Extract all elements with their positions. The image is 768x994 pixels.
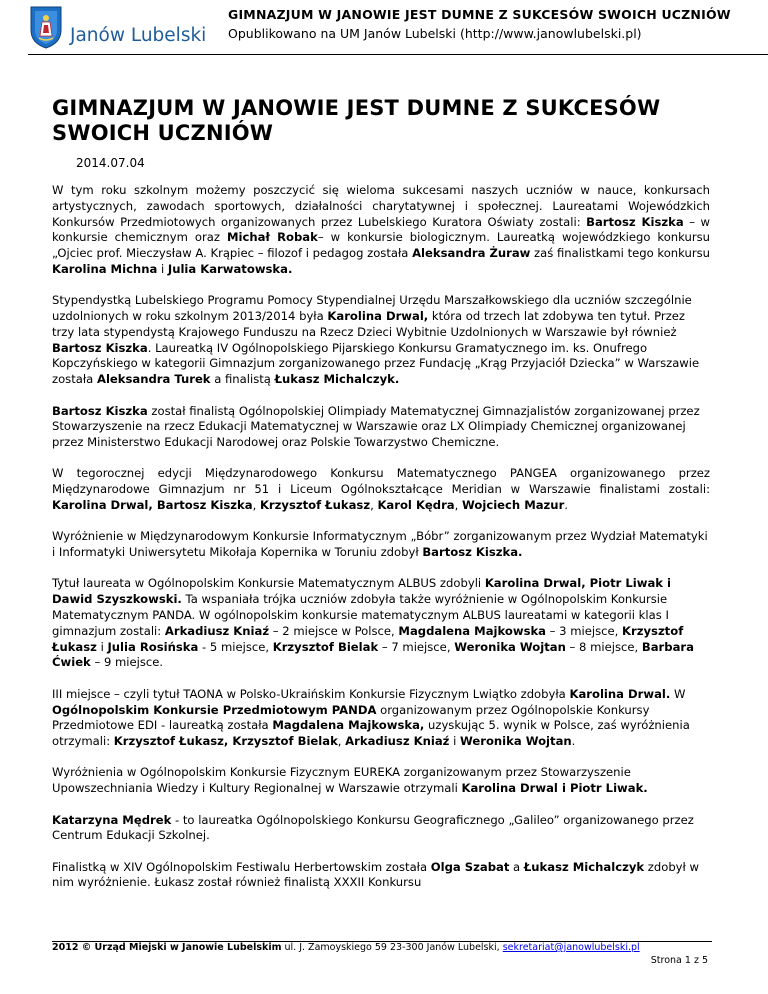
bold-text: Łukasz Michalczyk.	[274, 372, 400, 387]
paragraph-lwiatko-panda	[52, 687, 710, 750]
paragraph-herbert-festival	[52, 860, 710, 892]
text-run: – w konkursie chemicznym oraz	[52, 214, 710, 245]
text-run: organizowanym przez Ogólnopolskie Konkursy Przedmiotowe EDI - laureatką została	[52, 702, 650, 733]
paragraph-scholarships	[52, 293, 710, 388]
bold-text: Weronika Wojtan	[460, 734, 572, 749]
bold-text: Karolina Drwal, Bartosz Kiszka	[52, 498, 253, 513]
article-date: 2014.07.04	[76, 156, 145, 170]
bold-text: Karolina Drwal i Piotr Liwak.	[461, 781, 648, 796]
text-run: III miejsce – czyli tytuł TAONA w Polsko-Ukraińskim Konkursie Fizycznym Lwiątko zdobyła	[52, 686, 570, 701]
bold-text: Krzysztof Łukasz, Krzysztof Bielak	[113, 734, 338, 749]
bold-text: Karolina Drwal,	[327, 309, 429, 324]
footer-email-link[interactable]: sekretariat@janowlubelski.pl	[502, 942, 640, 953]
bold-text: Magdalena Majkowska	[398, 623, 546, 638]
text-run: która od trzech lat zdobywa ten tytuł. Przez trzy lata stypendystą Krajowego Funduszu na Rzecz Dzieci Wybitnie Uzdolnionych w Warszawie był również	[52, 309, 685, 339]
text-run: - to laureatka Ogólnopolskiego Konkursu Geograficznego „Galileo” organizowanego przez Centrum Edukacji Szkolnej.	[52, 812, 694, 843]
footer-address: ul. J. Zamoyskiego 59 23-300 Janów Lubelski,	[281, 942, 503, 953]
page-number: Strona 1 z 5	[650, 955, 708, 966]
text-run: – 7 miejsce,	[378, 639, 455, 654]
bold-text: Wojciech Mazur	[462, 498, 565, 513]
page-header	[28, 0, 768, 56]
bold-text: Arkadiusz Kniaź	[164, 623, 270, 638]
text-run: Wyróżnienia w Ogólnopolskim Konkursie Fizycznym EUREKA zorganizowanym przez Stowarzyszenie Upowszechniania Wiedzy i Kultury Regionalnej w Warszawie otrzymali	[52, 765, 631, 796]
paragraph-eureka	[52, 765, 710, 797]
text-run: Finalistką w XIV Ogólnopolskim Festiwalu Herbertowskim została	[52, 859, 431, 874]
logo-text: Janów Lubelski	[70, 25, 207, 46]
header-title: GIMNAZJUM W JANOWIE JEST DUMNE Z SUKCESÓW SWOICH UCZNIÓW	[228, 7, 731, 22]
text-run: - 5 miejsce,	[198, 639, 273, 654]
bold-text: Łukasz Michalczyk	[523, 859, 645, 874]
text-run: ,	[252, 498, 260, 513]
text-run: i	[96, 639, 108, 654]
site-logo[interactable]	[28, 2, 218, 50]
bold-text: Krzysztof Łukasz	[259, 498, 371, 513]
paragraph-galileo	[52, 813, 710, 845]
bold-text: Arkadiusz Kniaź	[345, 734, 450, 749]
text-run: – 2 miejsce w Polsce,	[269, 623, 399, 638]
text-run: a finalistą	[210, 372, 275, 387]
text-run: ,	[370, 498, 378, 513]
text-run: Ta wspaniała trójka uczniów zdobyła także wyróżnienie w Ogólnopolskim Konkursie Matematycznym PANDA. W ogólnopolskim konkursie matematycznym ALBUS laureatami w kategorii klas I gimnazjum zostali:	[52, 592, 669, 638]
text-run: .	[571, 734, 576, 749]
text-run: a	[509, 859, 524, 874]
text-run: ,	[454, 498, 463, 513]
bold-text: Julia Karwatowska.	[167, 261, 293, 276]
header-divider	[28, 54, 768, 55]
text-run: W tym roku szkolnym możemy poszczycić się wieloma sukcesami naszych uczniów w nauce, konkursach artystycznych, zawodach sportowych, działalności charytatywnej i społecznej. Laureatami Wojewódzkich Konkursów Przedmiotowych organizowanych przez Lubelskiego Kuratora Oświaty zostali:	[52, 183, 710, 229]
paragraph-bobr	[52, 529, 710, 561]
bold-text: Bartosz Kiszka	[52, 340, 148, 355]
text-run: ,	[337, 734, 346, 749]
bold-text: Krzysztof Bielak	[272, 639, 379, 654]
text-run: .	[564, 498, 568, 513]
bold-text: Bartosz Kiszka.	[422, 545, 523, 560]
article-title: GIMNAZJUM W JANOWIE JEST DUMNE Z SUKCESÓW SWOICH UCZNIÓW	[52, 96, 661, 145]
text-run: zdobył w nim wyróżnienie. Łukasz został również finalistą XXXII Konkursu	[52, 859, 699, 890]
paragraph-mathematics-olympiad	[52, 404, 710, 451]
bold-text: Karolina Drwal.	[569, 686, 671, 701]
bold-text: Krzysztof Łukasz	[52, 623, 684, 654]
bold-text: Olga Szabat	[430, 859, 510, 874]
text-run: Tytuł laureata w Ogólnopolskim Konkursie Matematycznym ALBUS zdobyli	[52, 576, 485, 591]
page-footer	[52, 942, 712, 954]
bold-text: Ogólnopolskim Konkursie Przedmiotowym PANDA	[52, 702, 377, 717]
bold-text: Barbara Ćwiek	[52, 639, 694, 670]
article-body	[52, 183, 710, 907]
header-subtitle: Opublikowano na UM Janów Lubelski (http://www.janowlubelski.pl)	[228, 26, 642, 41]
paragraph-pangea	[52, 466, 710, 513]
header-text	[228, 6, 768, 43]
bold-text: Bartosz Kiszka	[52, 403, 148, 418]
bold-text: Katarzyna Mędrek	[52, 812, 172, 827]
bold-text: Karolina Michna	[52, 261, 158, 276]
text-run: W tegorocznej edycji Międzynarodowego Konkursu Matematycznego PANGEA organizowanego przez Międzynarodowe Gimnazjum nr 51 i Liceum Ogólnokształcące Meridian w Warszawie finalistami zostali:	[52, 466, 710, 497]
text-run: – 3 miejsce,	[546, 623, 623, 638]
bold-text: Julia Rosińska	[107, 639, 199, 654]
paragraph-albus	[52, 576, 710, 671]
text-run: – 8 miejsce,	[565, 639, 642, 654]
text-run: i	[449, 734, 460, 749]
bold-text: Karol Kędra	[377, 498, 455, 513]
text-run: – w konkursie biologicznym. Laureatką wojewódzkiego konkursu „Ojciec prof. Mieczysław A. Krąpiec – filozof i pedagog została	[52, 230, 711, 261]
bold-text: Magdalena Majkowska,	[272, 718, 425, 733]
bold-text: Aleksandra Turek	[96, 372, 211, 387]
text-run: i	[157, 261, 168, 276]
text-run: zaś finalistkami tego konkursu	[530, 246, 710, 261]
bold-text: Aleksandra Żuraw	[412, 246, 531, 261]
bold-text: Michał Robak	[226, 230, 318, 245]
text-run: W	[670, 686, 686, 701]
coat-of-arms-icon	[28, 2, 218, 50]
bold-text: Bartosz Kiszka	[586, 214, 684, 229]
footer-org: 2012 © Urząd Miejski w Janowie Lubelskim	[52, 942, 282, 953]
paragraph-olympiad-laureates	[52, 183, 710, 278]
text-run: został finalistą Ogólnopolskiej Olimpiady Matematycznej Gimnazjalistów zorganizowanej przez Stowarzyszenie na rzecz Edukacji Matematycznej w Warszawie oraz LX Olimpiady Chemicznej organizowanej przez Ministerstwo Edukacji Narodowej oraz Polskie Towarzystwo Chemiczne.	[52, 403, 700, 450]
bold-text: Weronika Wojtan	[454, 639, 566, 654]
text-run: – 9 miejsce.	[90, 655, 164, 670]
text-run: uzyskując 5. wynik w Polsce, zaś wyróżnienia otrzymali:	[52, 718, 690, 749]
text-run: Wyróżnienie w Międzynarodowym Konkursie Informatycznym „Bóbr” zorganizowanym przez Wydział Matematyki i Informatyki Uniwersytetu Mikołaja Kopernika w Toruniu zdobył	[52, 529, 708, 560]
text-run: Stypendystką Lubelskiego Programu Pomocy Stypendialnej Urzędu Marszałkowskiego dla uczniów szczególnie uzdolnionych w roku szkolnym 2013/2014 była	[52, 293, 692, 324]
bold-text: Karolina Drwal, Piotr Liwak i Dawid Szyszkowski.	[52, 576, 672, 607]
text-run: . Laureatką IV Ogólnopolskiego Pijarskiego Konkursu Gramatycznego im. ks. Onufrego Kopczyńskiego w kategorii Gimnazjum zorganizowanego przez Fundację „Krąg Przyjaciół Dziecka” w Warszawie została	[52, 340, 700, 387]
